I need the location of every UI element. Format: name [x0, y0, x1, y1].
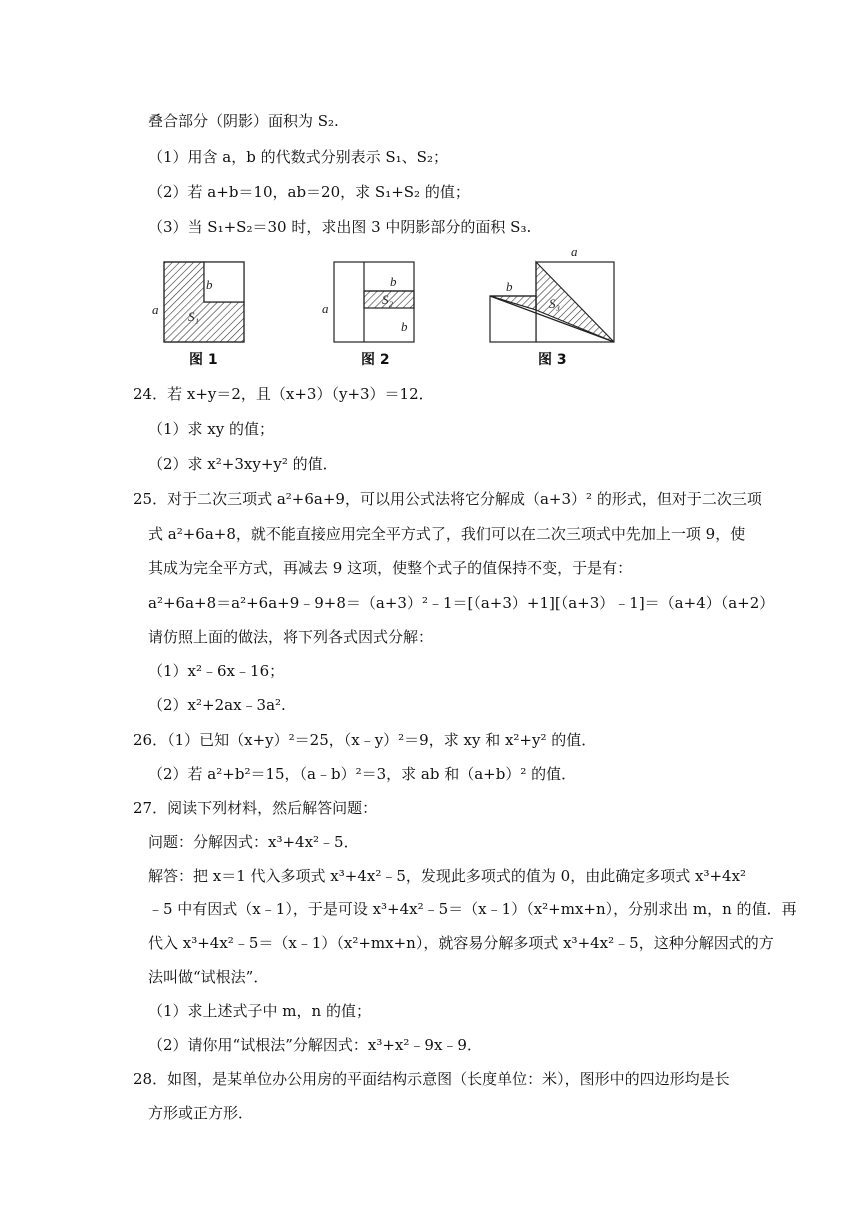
question-23-part-1: （1）用含 a，b 的代数式分别表示 S₁、S₂； — [148, 148, 448, 166]
question-27-problem: 问题：分解因式：x³+4x²﹣5． — [148, 833, 359, 851]
figure-3-caption: 图 3 — [538, 352, 567, 368]
text-line-shadow-area: 叠合部分（阴影）面积为 S₂. — [148, 112, 339, 130]
question-27-part-2: （2）请你用“试根法”分解因式：x³+x²﹣9x﹣9． — [148, 1036, 482, 1054]
fig2-label-b-bottom: b — [401, 319, 408, 334]
question-24-part-2: （2）求 x²+3xy+y² 的值． — [148, 455, 338, 473]
fig3-label-b: b — [506, 279, 513, 294]
question-25-line-5: 请仿照上面的做法，将下列各式因式分解： — [148, 628, 434, 646]
question-23-part-2: （2）若 a+b＝10，ab＝20，求 S₁+S₂ 的值； — [148, 183, 470, 201]
question-25-line-3: 其成为完全平方式，再减去 9 这项，使整个式子的值保持不变，于是有： — [148, 559, 633, 577]
figure-1-caption: 图 1 — [189, 352, 218, 368]
question-27: 27．阅读下列材料，然后解答问题： — [133, 799, 378, 817]
question-24-part-1: （1）求 xy 的值； — [148, 420, 275, 438]
question-25-line-2: 式 a²+6a+8，就不能直接应用完全平方式了，我们可以在二次三项式中先加上一项 9，使 — [148, 525, 746, 543]
question-27-solution-3: 代入 x³+4x²﹣5＝（x﹣1）（x²+mx+n），就容易分解多项式 x³+4x²﹣5，这种分解因式的方 — [148, 934, 774, 952]
fig1-label-b: b — [206, 277, 213, 292]
figure-2-caption: 图 2 — [361, 352, 390, 368]
question-24: 24．若 x+y＝2，且（x+3）（y+3）＝12． — [133, 385, 434, 403]
question-25: 25．对于二次三项式 a²+6a+9，可以用公式法将它分解成（a+3）² 的形式，但对于二次三项 — [133, 490, 762, 508]
question-26-part-1: 26．（1）已知（x+y）²＝25，（x﹣y）²＝9，求 xy 和 x²+y² 的值． — [133, 731, 597, 749]
fig2-label-a: a — [322, 301, 329, 316]
fig3-label-s3: S₃ — [549, 296, 561, 311]
question-27-solution-4: 法叫做“试根法”． — [148, 968, 269, 986]
question-25-line-4: a²+6a+8＝a²+6a+9﹣9+8＝（a+3）²﹣1＝[（a+3）+1][（a+3）﹣1]＝（a+4）（a+2） — [148, 594, 775, 612]
fig1-label-a: a — [152, 302, 159, 317]
question-27-solution-2: ﹣5 中有因式（x﹣1），于是可设 x³+4x²﹣5＝（x﹣1）（x²+mx+n），分别求出 m，n 的值．再 — [148, 900, 797, 918]
question-28-line-2: 方形或正方形． — [148, 1104, 254, 1122]
question-27-part-1: （1）求上述式子中 m，n 的值； — [148, 1002, 371, 1020]
question-28: 28．如图，是某单位办公用房的平面结构示意图（长度单位：米），图形中的四边形均是长 — [133, 1070, 730, 1088]
figure-2 — [318, 258, 420, 348]
question-25-part-2: （2）x²+2ax﹣3a². — [148, 696, 286, 714]
figure-3 — [484, 244, 619, 348]
question-25-part-1: （1）x²﹣6x﹣16； — [148, 662, 285, 680]
question-27-solution-1: 解答：把 x＝1 代入多项式 x³+4x²﹣5，发现此多项式的值为 0，由此确定多项式 x³+4x² — [148, 867, 747, 885]
question-26-part-2: （2）若 a²+b²＝15，（a﹣b）²＝3，求 ab 和（a+b）² 的值． — [148, 765, 577, 783]
fig1-label-s1: S₁ — [188, 309, 200, 324]
question-23-part-3: （3）当 S₁+S₂＝30 时，求出图 3 中阴影部分的面积 S₃. — [148, 218, 532, 236]
fig2-label-s2: S₂ — [382, 292, 394, 307]
fig2-label-b-top: b — [390, 274, 397, 289]
figure-1 — [148, 258, 248, 348]
fig3-label-a: a — [571, 244, 578, 259]
